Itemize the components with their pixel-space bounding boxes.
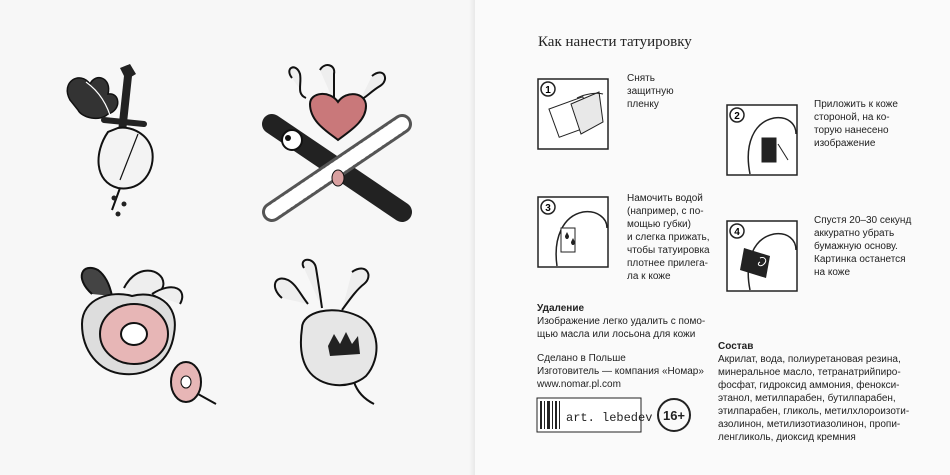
svg-text:1: 1 bbox=[545, 85, 551, 96]
svg-text:4: 4 bbox=[734, 227, 740, 238]
dagger-beet-tattoo bbox=[60, 62, 200, 222]
svg-text:3: 3 bbox=[545, 203, 551, 214]
step-3-illustration bbox=[537, 196, 609, 268]
barcode bbox=[537, 398, 653, 437]
removal-section: Удаление Изображение легко удалить с помо- щью масла или лосьона для кожи bbox=[537, 303, 706, 340]
step-2-text: Приложить к коже стороной, на ко- торую нанесено изображение bbox=[814, 99, 898, 149]
removal-heading: Удаление bbox=[537, 303, 585, 314]
barcode-label: art. lebedev bbox=[566, 411, 653, 425]
barcode-graphic bbox=[537, 398, 653, 432]
step-4-illustration bbox=[726, 220, 798, 292]
step-1-illustration bbox=[537, 78, 609, 150]
step-3-text: Намочить водой (например, с по- мощью губки) и слегка прижать, чтобы татуировка плотнее прилега- ла к коже bbox=[627, 193, 710, 282]
composition-heading: Состав bbox=[718, 341, 754, 352]
crowned-beet-tattoo bbox=[262, 258, 412, 418]
step-1-text: Снять защитную пленку bbox=[627, 73, 674, 110]
step-4-text: Спустя 20–30 секунд аккуратно убрать бумажную основу. Картинка останется на коже bbox=[814, 215, 912, 278]
svg-text:2: 2 bbox=[734, 111, 740, 122]
maker-info: Сделано в Польше Изготовитель — компания «Номар» www.nomar.pl.com bbox=[537, 353, 704, 390]
instructions-title: Как нанести татуировку bbox=[538, 34, 692, 50]
beet-slice-tattoo bbox=[62, 258, 222, 418]
age-rating-badge: 16+ bbox=[657, 398, 691, 432]
composition-section: Состав Акрилат, вода, полиуретановая резина, минеральное масло, тетранатрийпиро- фосфат, гидроксид аммония, фенокси- этанол, метилпарабен, бутилпарабен, этилпарабен, гликоль, метилхлороизоти- азолинон, метилизотиазолинон, пропи- ленгликоль, диоксид кремния bbox=[718, 341, 910, 443]
step-2-illustration bbox=[726, 104, 798, 176]
bones-heart-tattoo bbox=[262, 62, 412, 222]
